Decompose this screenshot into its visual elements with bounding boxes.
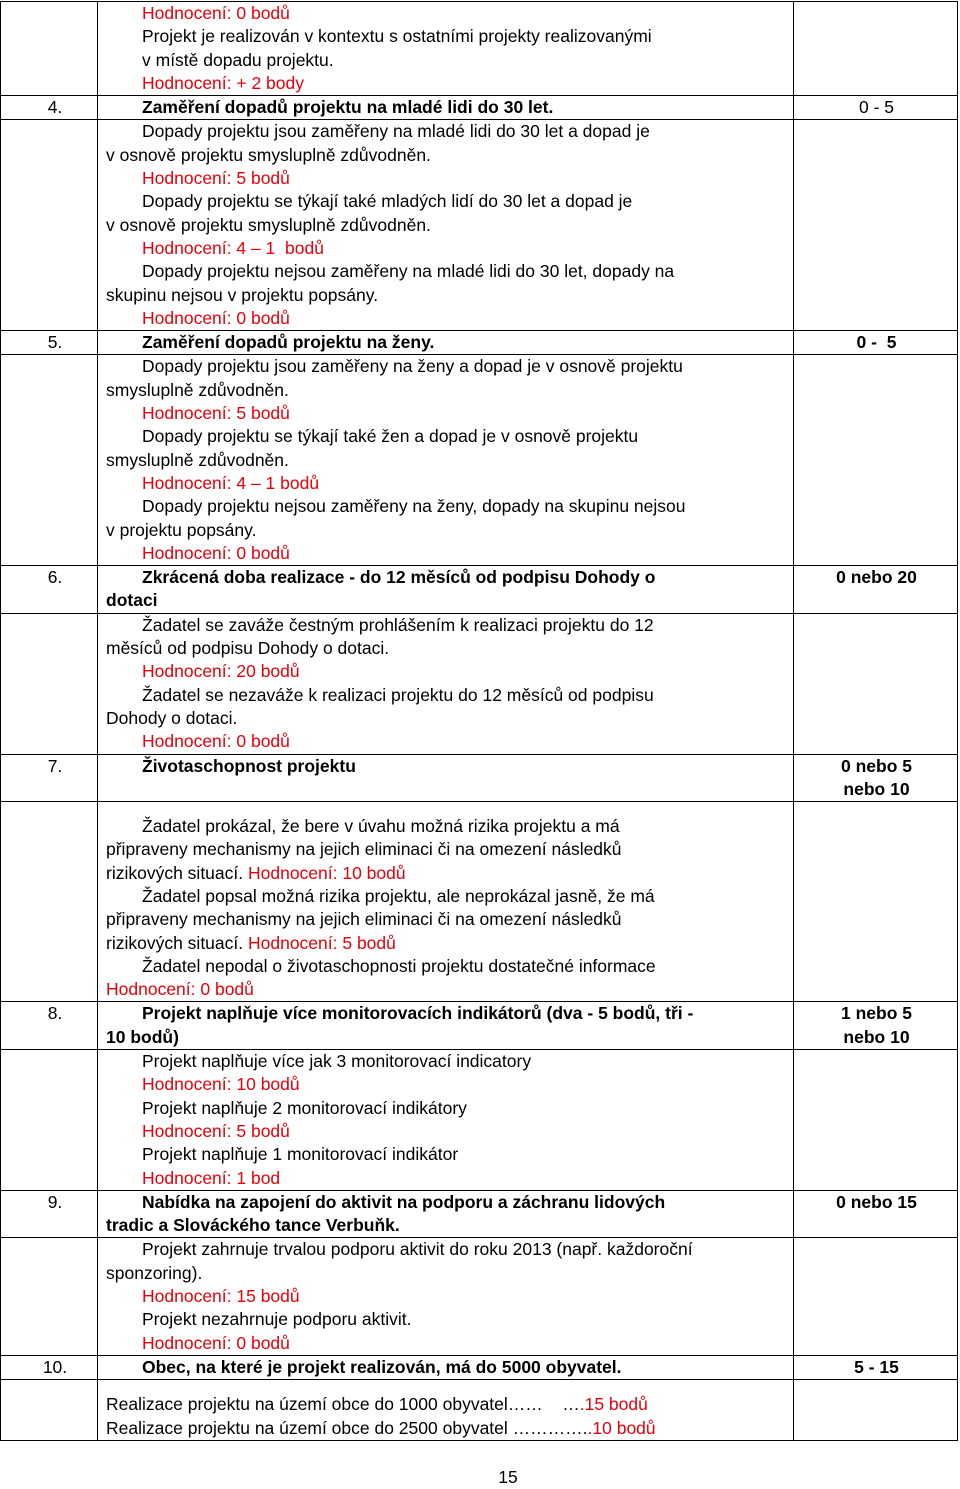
text-line — [106, 355, 787, 378]
text-line — [106, 1050, 787, 1073]
criterion-title: Obec, na které je projekt realizován, má do 5000 obyvatel. — [142, 1356, 622, 1377]
description-text: Dopady projektu se týkají také mladých lidí do 30 let a dopad je — [142, 191, 633, 212]
text-line — [106, 684, 787, 707]
text-line — [106, 908, 787, 931]
description-text: smysluplně zdůvodněn. — [106, 449, 289, 470]
criterion-description-row — [1, 1380, 958, 1441]
description-cell — [98, 1050, 794, 1191]
criterion-points: nebo 10 — [843, 778, 910, 799]
score-text: Hodnocení: + 2 body — [142, 72, 304, 93]
criterion-description-row — [1, 613, 958, 754]
text-line — [106, 519, 787, 542]
description-cell — [98, 613, 794, 754]
criterion-number: 10. — [1, 1355, 98, 1379]
spacer — [106, 1380, 787, 1393]
score-line — [106, 1332, 787, 1355]
description-text: v osnově projektu smysluplně zdůvodněn. — [106, 214, 431, 235]
description-text: Realizace projektu na území obce do 1000 obyvatel…… … — [106, 1394, 580, 1415]
criterion-title: 10 bodů) — [106, 1026, 179, 1047]
criterion-title: Nabídka na zapojení do aktivit na podporu a záchranu lidových — [142, 1191, 666, 1212]
criterion-points-cell — [794, 1002, 958, 1050]
criterion-title: Projekt naplňuje více monitorovacích indikátorů (dva - 5 bodů, tři - — [142, 1003, 694, 1024]
description-text: v místě dopadu projektu. — [142, 49, 334, 70]
score-text: Hodnocení: 10 bodů — [142, 1074, 300, 1095]
number-cell — [1, 355, 98, 566]
description-cell — [98, 1380, 794, 1441]
description-text: Projekt naplňuje 2 monitorovací indikátory — [142, 1097, 467, 1118]
criterion-points-cell — [794, 1355, 958, 1379]
criterion-title-cell — [98, 566, 794, 614]
criterion-number: 5. — [1, 331, 98, 355]
page-number: 15 — [498, 1467, 518, 1487]
points-cell — [794, 802, 958, 1002]
criterion-description-row — [1, 802, 958, 1002]
criterion-description-row — [1, 120, 958, 331]
criterion-title-cell — [98, 1002, 794, 1050]
score-text: Hodnocení: 15 bodů — [142, 1286, 300, 1307]
criterion-header-row — [1, 566, 958, 614]
score-text: Hodnocení: 0 bodů — [142, 3, 290, 23]
criterion-number: 6. — [1, 566, 98, 614]
points-cell — [794, 1050, 958, 1191]
number-cell — [1, 2, 98, 96]
score-text: Hodnocení: 4 – 1 bodů — [142, 472, 320, 493]
score-line — [106, 660, 787, 683]
description-cell — [98, 2, 794, 96]
score-text: Hodnocení: 5 bodů — [142, 1120, 290, 1141]
text-line — [106, 214, 787, 237]
criterion-title: Zaměření dopadů projektu na ženy. — [142, 332, 435, 353]
criterion-description-row — [1, 355, 958, 566]
text-line — [106, 1238, 787, 1261]
description-text: rizikových situací. — [106, 862, 248, 883]
description-text: Dohody o dotaci. — [106, 707, 238, 728]
text-line — [106, 260, 787, 283]
criterion-points: 0 nebo 20 — [836, 567, 917, 588]
score-line — [106, 167, 787, 190]
score-text: Hodnocení: 0 bodů — [106, 979, 254, 1000]
points-cell — [794, 1238, 958, 1355]
criterion-header-row — [1, 1355, 958, 1379]
points-cell — [794, 120, 958, 331]
criteria-table — [0, 1, 958, 1441]
text-line — [106, 449, 787, 472]
description-text: Dopady projektu jsou zaměřeny na mladé lidi do 30 let a dopad je — [142, 121, 650, 142]
description-text: Projekt naplňuje více jak 3 monitorovací indicatory — [142, 1051, 532, 1072]
description-text: měsíců od podpisu Dohody o dotaci. — [106, 638, 390, 659]
description-text: Žadatel popsal možná rizika projektu, ale neprokázal jasně, že má — [142, 885, 655, 906]
score-text: Hodnocení: 0 bodů — [142, 1332, 290, 1353]
description-text: Dopady projektu jsou zaměřeny na ženy a dopad je v osnově projektu — [142, 356, 683, 377]
score-line — [106, 542, 787, 565]
text-line — [106, 1143, 787, 1166]
criterion-points: 5 - 15 — [854, 1356, 899, 1377]
score-text: Hodnocení: 5 bodů — [142, 168, 290, 189]
description-text: Projekt je realizován v kontextu s ostatními projekty realizovanými — [142, 26, 652, 47]
text-line — [106, 838, 787, 861]
score-line — [106, 72, 787, 95]
text-line — [106, 637, 787, 660]
points-cell — [794, 355, 958, 566]
points-cell — [794, 2, 958, 96]
description-cell — [98, 802, 794, 1002]
text-line — [106, 425, 787, 448]
description-text: rizikových situací. — [106, 932, 248, 953]
text-line — [106, 284, 787, 307]
text-line — [106, 379, 787, 402]
score-line — [106, 237, 787, 260]
criterion-header-row — [1, 331, 958, 355]
criterion-header-row — [1, 96, 958, 120]
number-cell — [1, 1050, 98, 1191]
score-text: Hodnocení: 1 bod — [142, 1167, 281, 1188]
description-text: Dopady projektu nejsou zaměřeny na mladé lidi do 30 let, dopady na — [142, 261, 675, 282]
criterion-title-cell — [98, 1190, 794, 1238]
description-cell — [98, 120, 794, 331]
criterion-title: Zkrácená doba realizace - do 12 měsíců od podpisu Dohody o — [142, 567, 656, 588]
criterion-description-row — [1, 1050, 958, 1191]
criterion-title: Životaschopnost projektu — [142, 755, 356, 776]
criterion-points-cell — [794, 1190, 958, 1238]
number-cell — [1, 1380, 98, 1441]
description-text: Žadatel prokázal, že bere v úvahu možná rizika projektu a má — [142, 816, 620, 837]
description-text: Žadatel se nezaváže k realizaci projektu do 12 měsíců od podpisu — [142, 684, 654, 705]
criteria-table-body — [1, 2, 958, 1441]
score-text: Hodnocení: 0 bodů — [142, 731, 290, 752]
text-line — [106, 862, 787, 885]
criterion-description-row — [1, 1238, 958, 1355]
number-cell — [1, 1238, 98, 1355]
criterion-points-cell — [794, 754, 958, 802]
criterion-number: 9. — [1, 1190, 98, 1238]
text-line — [106, 1308, 787, 1331]
criterion-number: 4. — [1, 96, 98, 120]
description-text: připraveny mechanismy na jejich eliminaci či na omezení následků — [106, 909, 622, 930]
score-text: .10 bodů — [587, 1417, 656, 1438]
text-line — [106, 815, 787, 838]
text-line — [106, 495, 787, 518]
text-line — [106, 614, 787, 637]
description-text: Projekt zahrnuje trvalou podporu aktivit do roku 2013 (např. každoroční — [142, 1239, 693, 1260]
criterion-title-cell — [98, 1355, 794, 1379]
description-text: Projekt nezahrnuje podporu aktivit. — [142, 1309, 412, 1330]
text-line — [106, 885, 787, 908]
score-line — [106, 2, 787, 25]
score-text: Hodnocení: 5 bodů — [142, 403, 290, 424]
text-line — [106, 707, 787, 730]
points-cell — [794, 613, 958, 754]
score-text: Hodnocení: 20 bodů — [142, 661, 300, 682]
description-text: připraveny mechanismy na jejich eliminaci či na omezení následků — [106, 839, 622, 860]
criterion-number: 7. — [1, 754, 98, 802]
number-cell — [1, 802, 98, 1002]
description-cell — [98, 1238, 794, 1355]
score-text: Hodnocení: 0 bodů — [142, 307, 290, 328]
description-text: Žadatel nepodal o životaschopnosti projektu dostatečné informace — [142, 955, 656, 976]
text-line — [106, 1417, 787, 1440]
description-text: Dopady projektu nejsou zaměřeny na ženy, dopady na skupinu nejsou — [142, 496, 686, 517]
text-line — [106, 932, 787, 955]
text-line — [106, 25, 787, 48]
criterion-title: tradic a Slováckého tance Verbuňk. — [106, 1215, 400, 1236]
description-text: Realizace projektu na území obce do 2500 obyvatel …………. — [106, 1417, 588, 1438]
criterion-points: 0 - 5 — [858, 97, 895, 118]
criterion-points-cell — [794, 331, 958, 355]
score-line — [106, 1285, 787, 1308]
number-cell — [1, 613, 98, 754]
criterion-header-row — [1, 1002, 958, 1050]
text-line — [106, 1097, 787, 1120]
score-line — [106, 402, 787, 425]
text-line — [106, 1262, 787, 1285]
score-text: Hodnocení: 5 bodů — [247, 932, 396, 953]
criterion-title-cell — [98, 331, 794, 355]
score-line — [106, 1073, 787, 1096]
description-text: skupinu nejsou v projektu popsány. — [106, 284, 379, 305]
text-line — [106, 955, 787, 978]
score-text: .15 bodů — [579, 1394, 648, 1415]
number-cell — [1, 120, 98, 331]
text-line — [106, 190, 787, 213]
score-text: Hodnocení: 4 – 1 bodů — [142, 237, 324, 258]
criterion-points: 0 nebo 5 — [841, 755, 912, 776]
text-line — [106, 120, 787, 143]
criterion-points-cell — [794, 566, 958, 614]
score-line — [106, 1120, 787, 1143]
text-line — [106, 1393, 787, 1416]
description-text: Projekt naplňuje 1 monitorovací indikátor — [142, 1144, 459, 1165]
score-line — [106, 307, 787, 330]
criterion-title-cell — [98, 96, 794, 120]
score-text: Hodnocení: 0 bodů — [142, 542, 290, 563]
text-line — [106, 49, 787, 72]
spacer — [106, 802, 787, 815]
description-text: v osnově projektu smysluplně zdůvodněn. — [106, 144, 431, 165]
description-text: Dopady projektu se týkají také žen a dopad je v osnově projektu — [142, 426, 639, 447]
criterion-points: 0 nebo 15 — [836, 1191, 917, 1212]
points-cell — [794, 1380, 958, 1441]
score-line — [106, 472, 787, 495]
description-cell — [98, 355, 794, 566]
criterion-points: nebo 10 — [843, 1026, 910, 1047]
criterion-points: 0 - 5 — [856, 332, 897, 353]
table-row — [1, 2, 958, 96]
description-text: v projektu popsány. — [106, 519, 257, 540]
criterion-title: dotaci — [106, 590, 158, 611]
description-text: Žadatel se zaváže čestným prohlášením k realizaci projektu do 12 — [142, 614, 654, 635]
description-text: smysluplně zdůvodněn. — [106, 379, 289, 400]
criterion-title: Zaměření dopadů projektu na mladé lidi do 30 let. — [142, 97, 554, 118]
score-text: Hodnocení: 10 bodů — [247, 862, 406, 883]
score-line — [106, 1167, 787, 1190]
criterion-header-row — [1, 754, 958, 802]
criterion-points: 1 nebo 5 — [841, 1003, 912, 1024]
score-line — [106, 730, 787, 753]
score-line — [106, 978, 787, 1001]
criterion-points-cell — [794, 96, 958, 120]
criterion-header-row — [1, 1190, 958, 1238]
criterion-title-cell — [98, 754, 794, 802]
text-line — [106, 144, 787, 167]
description-text: sponzoring). — [106, 1262, 203, 1283]
criterion-number: 8. — [1, 1002, 98, 1050]
